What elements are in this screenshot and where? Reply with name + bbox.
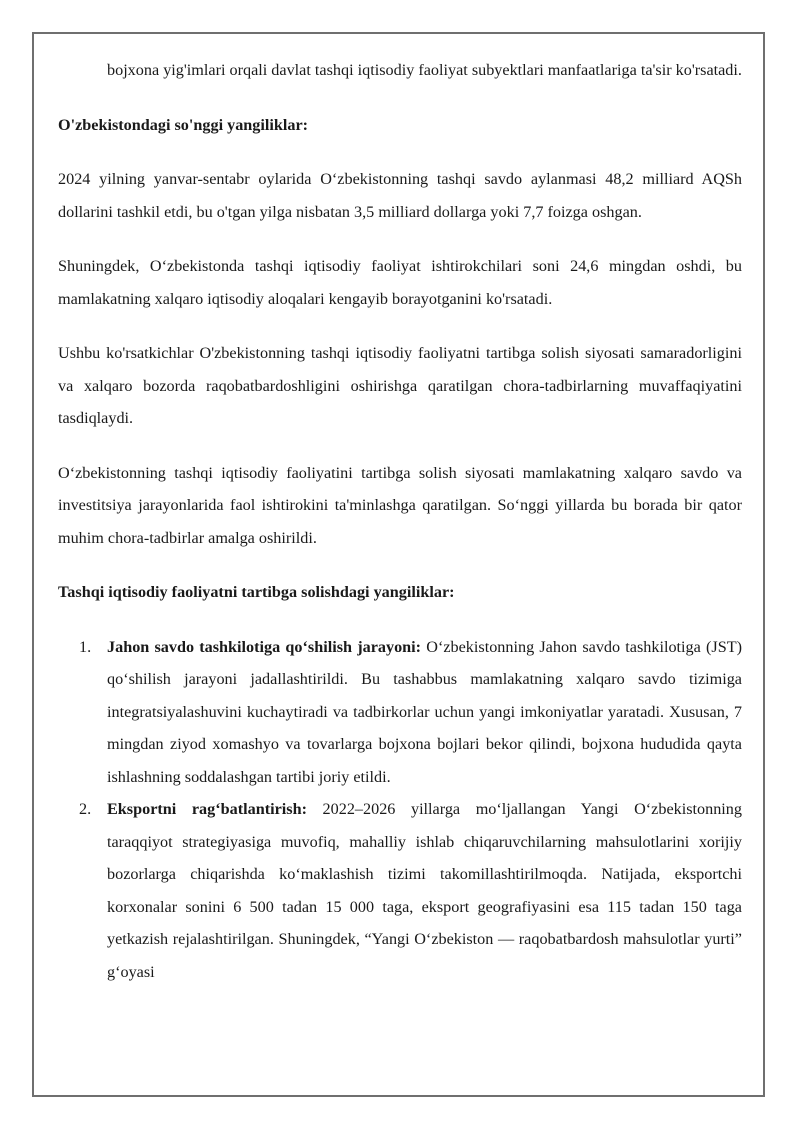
news-list <box>58 631 742 989</box>
paragraph-policy: O‘zbekistonning tashqi iqtisodiy faoliyatini tartibga solish siyosati mamlakatning xalqaro savdo va investitsiya jarayonlarida faol ishtirokini ta'minlashga qaratilgan. So‘nggi yillarda bu borada bir qator muhim chora-tadbirlar amalga oshirildi. <box>58 463 742 547</box>
list-item-lead: Jahon savdo tashkilotiga qo‘shilish jarayoni: <box>107 637 422 656</box>
paragraph-indicators: Ushbu ko'rsatkichlar O'zbekistonning tashqi iqtisodiy faoliyatni tartibga solish siyosati samaradorligini va xalqaro bozorda raqobatbardoshligini oshirishga qaratilgan chora-tadbirlarning muvaffaqiyatini tasdiqlaydi. <box>58 344 742 427</box>
heading-regulation-news: Tashqi iqtisodiy faoliyatni tartibga solishdagi yangiliklar: <box>58 583 455 601</box>
list-item-number: 1. <box>79 637 92 656</box>
list-item-text: O‘zbekistonning Jahon savdo tashkilotiga (JST) qo‘shilish jarayoni jadallashtirildi. Bu tashabbus mamlakatning xalqaro savdo tizimiga integratsiyalashuvini kuchaytiradi va tadbirkorlar uchun yangi imkoniyatlar yaratadi. Xususan, 7 mingdan ziyod xomashyo va tovarlarga bojxona bojlari bekor qilindi, bojxona hududida qayta ishlashning soddalashgan tartibi joriy etildi. <box>107 637 743 786</box>
list-item-text: 2022–2026 yillarga mo‘ljallangan Yangi O‘zbekistonning taraqqiyot strategiyasiga muvofiq, mahalliy ishlab chiqaruvchilarning mahsulotlarini xorijiy bozorlarga chiqarishda ko‘maklashish tizimi takomillashtirilmoqda. Natijada, eksportchi korxonalar sonini 6 500 tadan 15 000 taga, eksport geografiyasini esa 115 tadan 150 taga yetkazish rejalashtirilgan. Shuningdek, “Yangi O‘zbekiston — raqobatbardosh mahsulotlar yurti” g‘oyasi <box>107 800 742 981</box>
intro-continuation: bojxona yig'imlari orqali davlat tashqi iqtisodiy faoliyat subyektlari manfaatlariga ta'sir ko'rsatadi. <box>107 61 742 79</box>
document-body <box>58 54 742 988</box>
list-item <box>58 631 742 794</box>
paragraph-participants: Shuningdek, O‘zbekistonda tashqi iqtisodiy faoliyat ishtirokchilari soni 24,6 mingdan oshdi, bu mamlakatning xalqaro iqtisodiy aloqalari kengayib borayotganini ko'rsatadi. <box>58 257 742 308</box>
list-item-number: 2. <box>79 800 92 818</box>
list-item <box>58 793 742 988</box>
list-item-lead: Eksportni rag‘batlantirish: <box>107 800 307 818</box>
heading-latest-news: O'zbekistondagi so'nggi yangiliklar: <box>58 115 309 134</box>
paragraph-trade-turnover: 2024 yilning yanvar-sentabr oylarida O‘zbekistonning tashqi savdo aylanmasi 48,2 milliard AQSh dollarini tashkil etdi, bu o'tgan yilga nisbatan 3,5 milliard dollarga yoki 7,7 foizga oshgan. <box>58 170 742 221</box>
